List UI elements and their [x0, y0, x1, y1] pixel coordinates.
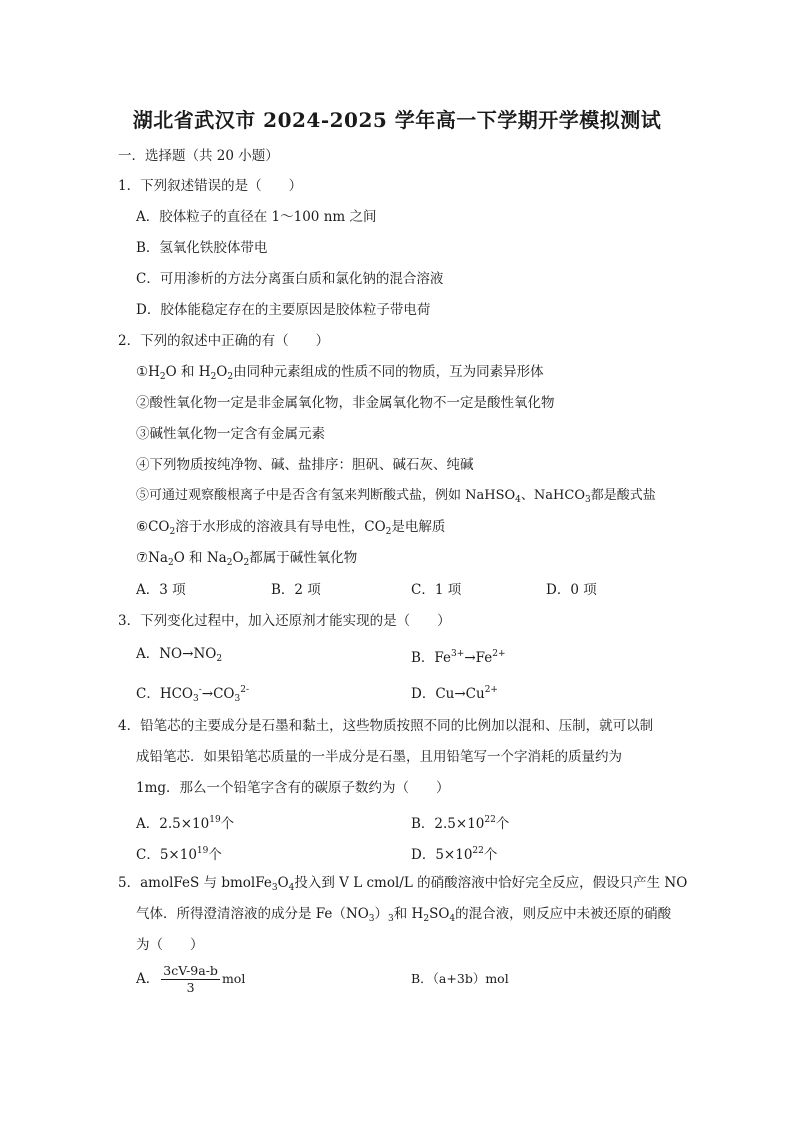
question-2-option-d: D．0 项	[546, 582, 597, 598]
question-2-statement-1: $①H_2O$ 和 $H_2O_2$由同种元素组成的性质不同的物质，互为同素异形体	[136, 364, 544, 382]
question-5-stem-line-3: 为（ ）	[136, 937, 204, 953]
question-2-statement-5: ⑤可通过观察酸根离子中是否含有氢来判断酸式盐，例如 NaHSO$_4$、NaHCO$_3$都是酸式盐	[136, 488, 656, 505]
question-5-stem-line-1: 5．amolFeS 与 $bmolFe_3O_4$投入到 V L cmol/L 的硝酸溶液中恰好完全反应，假设只产生 NO	[118, 875, 688, 893]
section-heading: 一．选择题（共 20 小题）	[118, 148, 279, 164]
question-2-statement-7: $⑦Na_2O$ 和 $Na_2O_2$都属于碱性氧化物	[136, 550, 358, 568]
question-4-option-a: A．$2.5\times 10^{19}$个	[136, 815, 235, 832]
question-3-option-d: D．$Cu\to Cu^{2+}$	[411, 685, 498, 702]
question-4-option-c: C．$5\times 10^{19}$个	[136, 846, 222, 863]
fraction-denominator: 3	[186, 980, 195, 995]
question-5-option-b: B．（a+3b）mol	[411, 971, 509, 986]
question-1-stem: 1．下列叙述错误的是（ ）	[118, 178, 303, 194]
question-2-statement-4: ④下列物质按纯净物、碱、盐排序：胆矾、碱石灰、纯碱	[136, 457, 474, 473]
question-2-option-b: B．2 项	[271, 582, 321, 598]
question-2-statement-2: ②酸性氧化物一定是非金属氧化物，非金属氧化物不一定是酸性氧化物	[136, 395, 555, 411]
question-4-option-b: B．$2.5\times 10^{22}$个	[411, 815, 510, 832]
question-2-stem: 2．下列的叙述中正确的有（ ）	[118, 333, 330, 349]
question-5-stem-line-2: 气体．所得澄清溶液的成分是 $Fe(NO_3)_3$和 $H_2SO_4$的混合液，则反应中未被还原的硝酸	[136, 906, 672, 924]
question-4-stem-line-1: 4．铅笔芯的主要成分是石墨和黏土，这些物质按照不同的比例加以混和、压制，就可以制	[118, 718, 654, 734]
question-1-option-d: D．胶体能稳定存在的主要原因是胶体粒子带电荷	[136, 302, 431, 318]
question-2-statement-3: ③碱性氧化物一定含有金属元素	[136, 426, 325, 442]
question-3-option-c: C．$HCO_3^-\to CO_3^{2-}$	[136, 685, 250, 704]
question-3-option-b: B．$Fe^{3+}\to Fe^{2+}$	[411, 649, 506, 666]
question-5-option-a: A． $\frac{3cV-9a-b}{3}$ mol	[136, 963, 246, 995]
question-4-stem-line-2: 成铅笔芯．如果铅笔芯质量的一半成分是石墨，且用铅笔写一个字消耗的质量约为	[136, 749, 622, 765]
question-2-option-c: C．1 项	[411, 582, 462, 598]
fraction-numerator: 3cV-9a-b	[163, 963, 218, 978]
question-4-stem-line-3: 1mg．那么一个铅笔字含有的碳原子数约为（ ）	[136, 780, 450, 796]
page-title: 湖北省武汉市 2024-2025 学年高一下学期开学模拟测试	[132, 108, 662, 132]
fraction	[161, 963, 220, 996]
question-3-option-a: A．$NO\to NO_2$	[136, 646, 223, 664]
question-1-option-b: B．氢氧化铁胶体带电	[136, 240, 268, 256]
question-4-option-d: D．$5\times 10^{22}$个	[411, 846, 498, 863]
question-2-statement-6: $⑥CO_2$溶于水形成的溶液具有导电性，$CO_2$是电解质	[136, 519, 446, 537]
question-3-stem: 3．下列变化过程中，加入还原剂才能实现的是（ ）	[118, 613, 451, 629]
question-1-option-c: C．可用渗析的方法分离蛋白质和氯化钠的混合溶液	[136, 271, 444, 287]
question-1-option-a: A．胶体粒子的直径在 1～100 nm 之间	[136, 209, 377, 225]
question-2-option-a: A．3 项	[136, 582, 186, 598]
